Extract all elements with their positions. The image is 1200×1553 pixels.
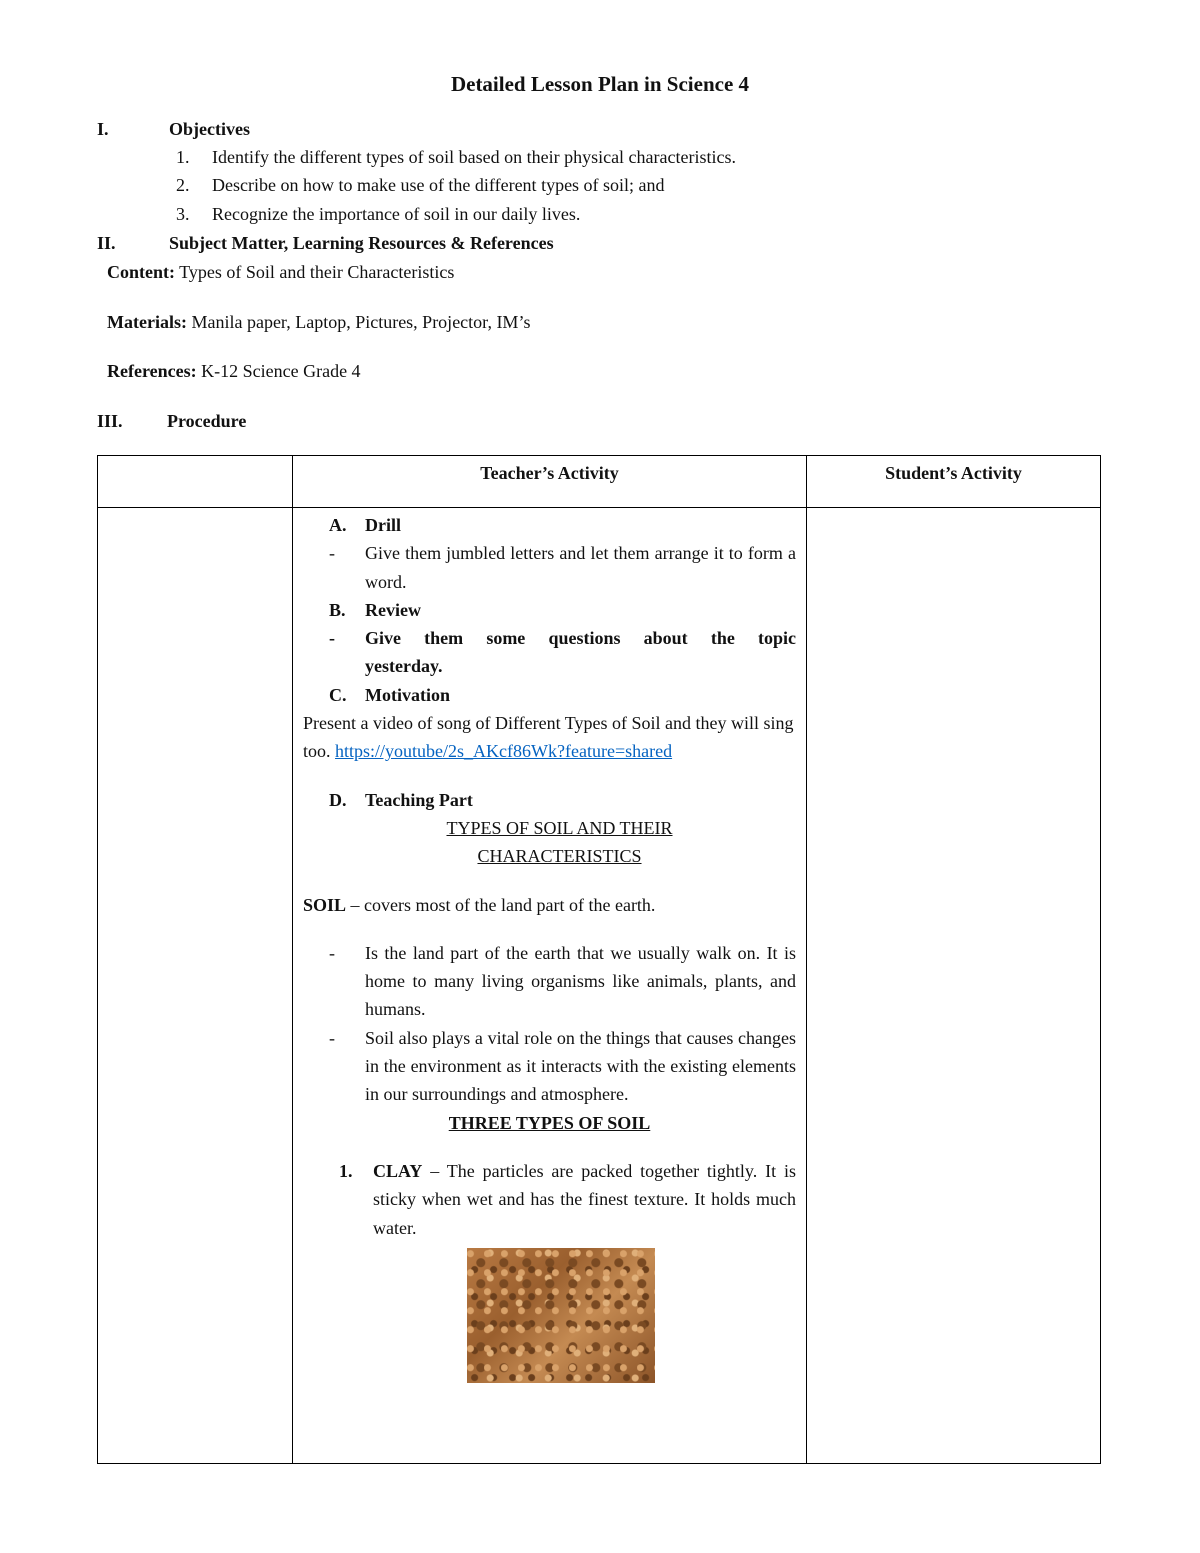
materials-value: Manila paper, Laptop, Pictures, Projector, IM’s [186, 312, 531, 332]
content-value: Types of Soil and their Characteristics [175, 262, 455, 282]
materials-label: Materials: [107, 312, 187, 332]
objective-item: Recognize the importance of soil in our daily lives. [212, 204, 581, 224]
procedure-heading: Procedure [167, 411, 247, 431]
teaching-heading: D. Teaching Part [329, 789, 473, 810]
clay-soil-image [467, 1248, 655, 1383]
objective-number: 3. [176, 204, 190, 224]
subject-heading: Subject Matter, Learning Resources & References [169, 233, 554, 253]
drill-heading: A. Drill [329, 515, 401, 535]
soil-definition: SOIL – covers most of the land part of the earth. [303, 894, 656, 915]
procedure-table [97, 455, 1101, 1464]
video-link[interactable]: https://youtube/2s_AKcf86Wk?feature=shared [335, 741, 673, 762]
clay-item: 1. CLAY – The particles are packed together tightly. It is sticky when wet and has the finest texture. It holds much water. [339, 1160, 796, 1238]
motivation-text: Present a video of song of Different Types of Soil and they will sing too. https://youtube/2s_AKcf86Wk?feature=shared [303, 713, 794, 762]
review-text: - Give them some questions about the topic yesterday. [329, 628, 796, 677]
teacher-activity-header: Teacher’s Activity [293, 456, 807, 508]
references-label: References: [107, 361, 197, 381]
soil-bullet: - Soil also plays a vital role on the things that causes changes in the environment as it interacts with the existing elements in our surroundings and atmosphere. [329, 1027, 796, 1105]
motivation-heading: C. Motivation [329, 684, 450, 705]
soil-bullet: - Is the land part of the earth that we usually walk on. It is home to many living organisms like animals, plants, and humans. [329, 942, 796, 1020]
left-empty-cell [98, 508, 293, 1464]
materials-line [107, 308, 530, 336]
three-types-heading: THREE TYPES OF SOIL [448, 1112, 651, 1133]
content-label: Content: [107, 262, 175, 282]
teacher-activity-content [303, 511, 796, 1383]
table-body-row [98, 508, 1101, 1464]
references-line [107, 357, 361, 385]
empty-header-cell [98, 456, 293, 508]
table-header-row [98, 456, 1101, 508]
subject-numeral: II. [97, 233, 116, 253]
student-activity-cell [807, 508, 1101, 1464]
objective-item: Describe on how to make use of the different types of soil; and [212, 175, 665, 195]
drill-text: - Give them jumbled letters and let them arrange it to form a word. [329, 543, 796, 592]
objective-item: Identify the different types of soil based on their physical characteristics. [212, 147, 736, 167]
teaching-subtitle: TYPES OF SOIL AND THEIR CHARACTERISTICS [446, 817, 673, 867]
content-line [107, 258, 454, 286]
procedure-numeral: III. [97, 411, 123, 431]
teacher-activity-cell [293, 508, 807, 1464]
objective-number: 2. [176, 175, 190, 195]
objectives-numeral: I. [97, 119, 109, 139]
references-value: K-12 Science Grade 4 [196, 361, 361, 381]
document-title: Detailed Lesson Plan in Science 4 [450, 72, 750, 96]
objective-number: 1. [176, 147, 190, 167]
review-heading: B. Review [329, 599, 421, 620]
student-activity-header: Student’s Activity [807, 456, 1101, 508]
objectives-heading: Objectives [169, 119, 250, 139]
